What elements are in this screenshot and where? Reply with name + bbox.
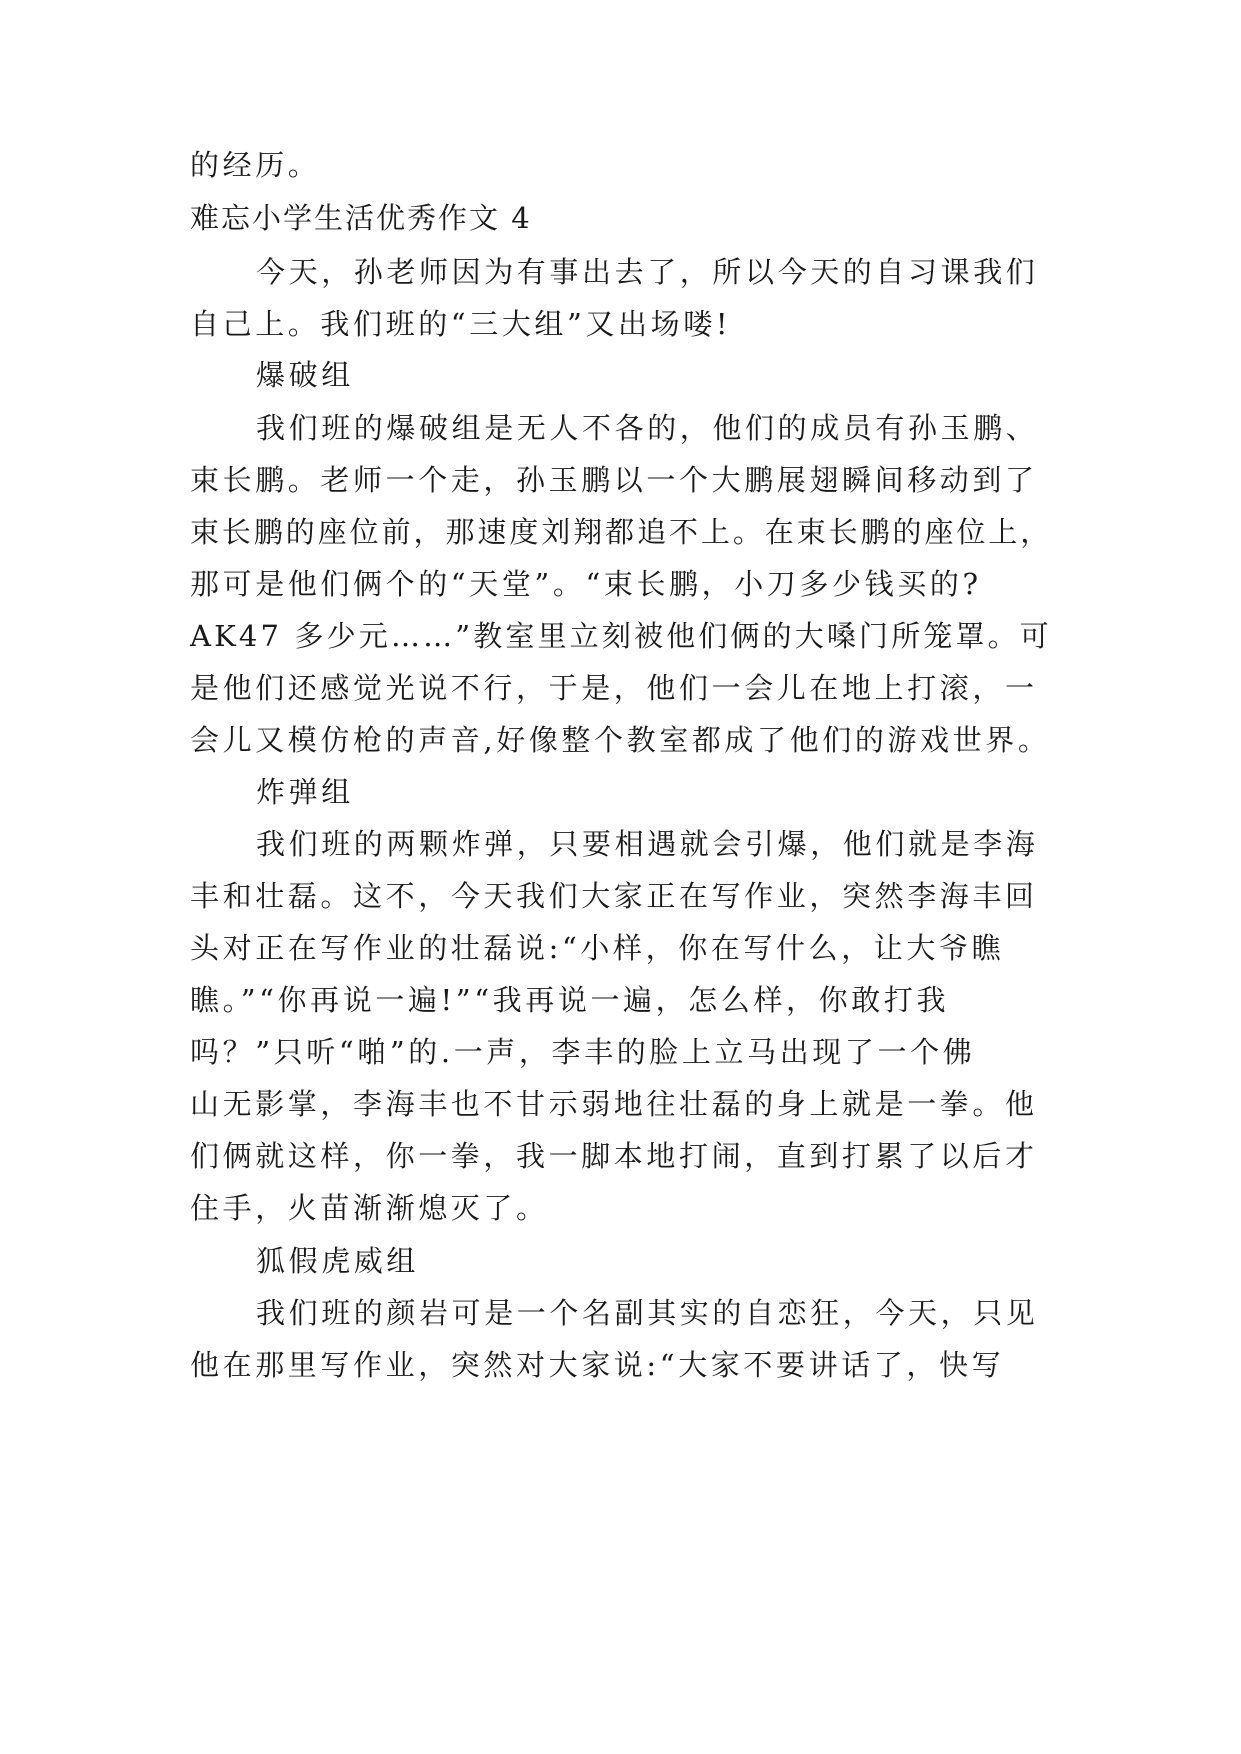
subheading: 狐假虎威组 xyxy=(256,1244,420,1278)
paragraph-line: 们俩就这样，你一拳，我一脚本地打闹，直到打累了以后才 xyxy=(190,1139,1038,1173)
paragraph-line: 住手，火苗渐渐熄灭了。 xyxy=(190,1191,549,1225)
paragraph-line: 我们班的颜岩可是一个名副其实的自恋狂，今天，只见 xyxy=(256,1296,1039,1330)
paragraph-line: 会儿又模仿枪的声音,好像整个教室都成了他们的游戏世界。 xyxy=(190,723,1051,757)
section-title: 难忘小学生活优秀作文 4 xyxy=(190,201,532,235)
paragraph-line: 山无影掌，李海丰也不甘示弱地往壮磊的身上就是一拳。他 xyxy=(190,1087,1038,1121)
paragraph-line: 束长鹏的座位前，那速度刘翔都追不上。在束长鹏的座位上， xyxy=(190,515,1053,549)
paragraph-line: 今天，孙老师因为有事出去了，所以今天的自习课我们 xyxy=(256,255,1039,289)
paragraph-line: 丰和壮磊。这不，今天我们大家正在写作业，突然李海丰回 xyxy=(190,879,1038,913)
paragraph-line: AK47 多少元……”教室里立刻被他们俩的大嗓门所笼罩。可 xyxy=(190,619,1052,653)
paragraph-line: 束长鹏。老师一个走，孙玉鹏以一个大鹏展翅瞬间移动到了 xyxy=(190,463,1038,497)
paragraph-line: 瞧。”“你再说一遍!”“我再说一遍，怎么样，你敢打我 xyxy=(190,983,950,1017)
paragraph-line: 我们班的爆破组是无人不各的，他们的成员有孙玉鹏、 xyxy=(256,411,1039,445)
paragraph-line: 我们班的两颗炸弹，只要相遇就会引爆，他们就是李海 xyxy=(256,827,1039,861)
paragraph-line: 那可是他们俩个的“天堂”。“束长鹏，小刀多少钱买的? xyxy=(190,567,982,601)
paragraph-line: 头对正在写作业的壮磊说:“小样，你在写什么，让大爷瞧 xyxy=(190,931,1005,965)
paragraph-line: 吗？”只听“啪”的.一声，李丰的脸上立马出现了一个佛 xyxy=(190,1035,976,1069)
subheading: 爆破组 xyxy=(256,358,354,392)
paragraph-line: 他在那里写作业，突然对大家说:“大家不要讲话了，快写 xyxy=(190,1348,1005,1382)
text-line: 的经历。 xyxy=(190,148,321,182)
paragraph-line: 自己上。我们班的“三大组”又出场喽! xyxy=(190,307,732,341)
paragraph-line: 是他们还感觉光说不行，于是，他们一会儿在地上打滚，一 xyxy=(190,671,1038,705)
subheading: 炸弹组 xyxy=(256,775,354,809)
